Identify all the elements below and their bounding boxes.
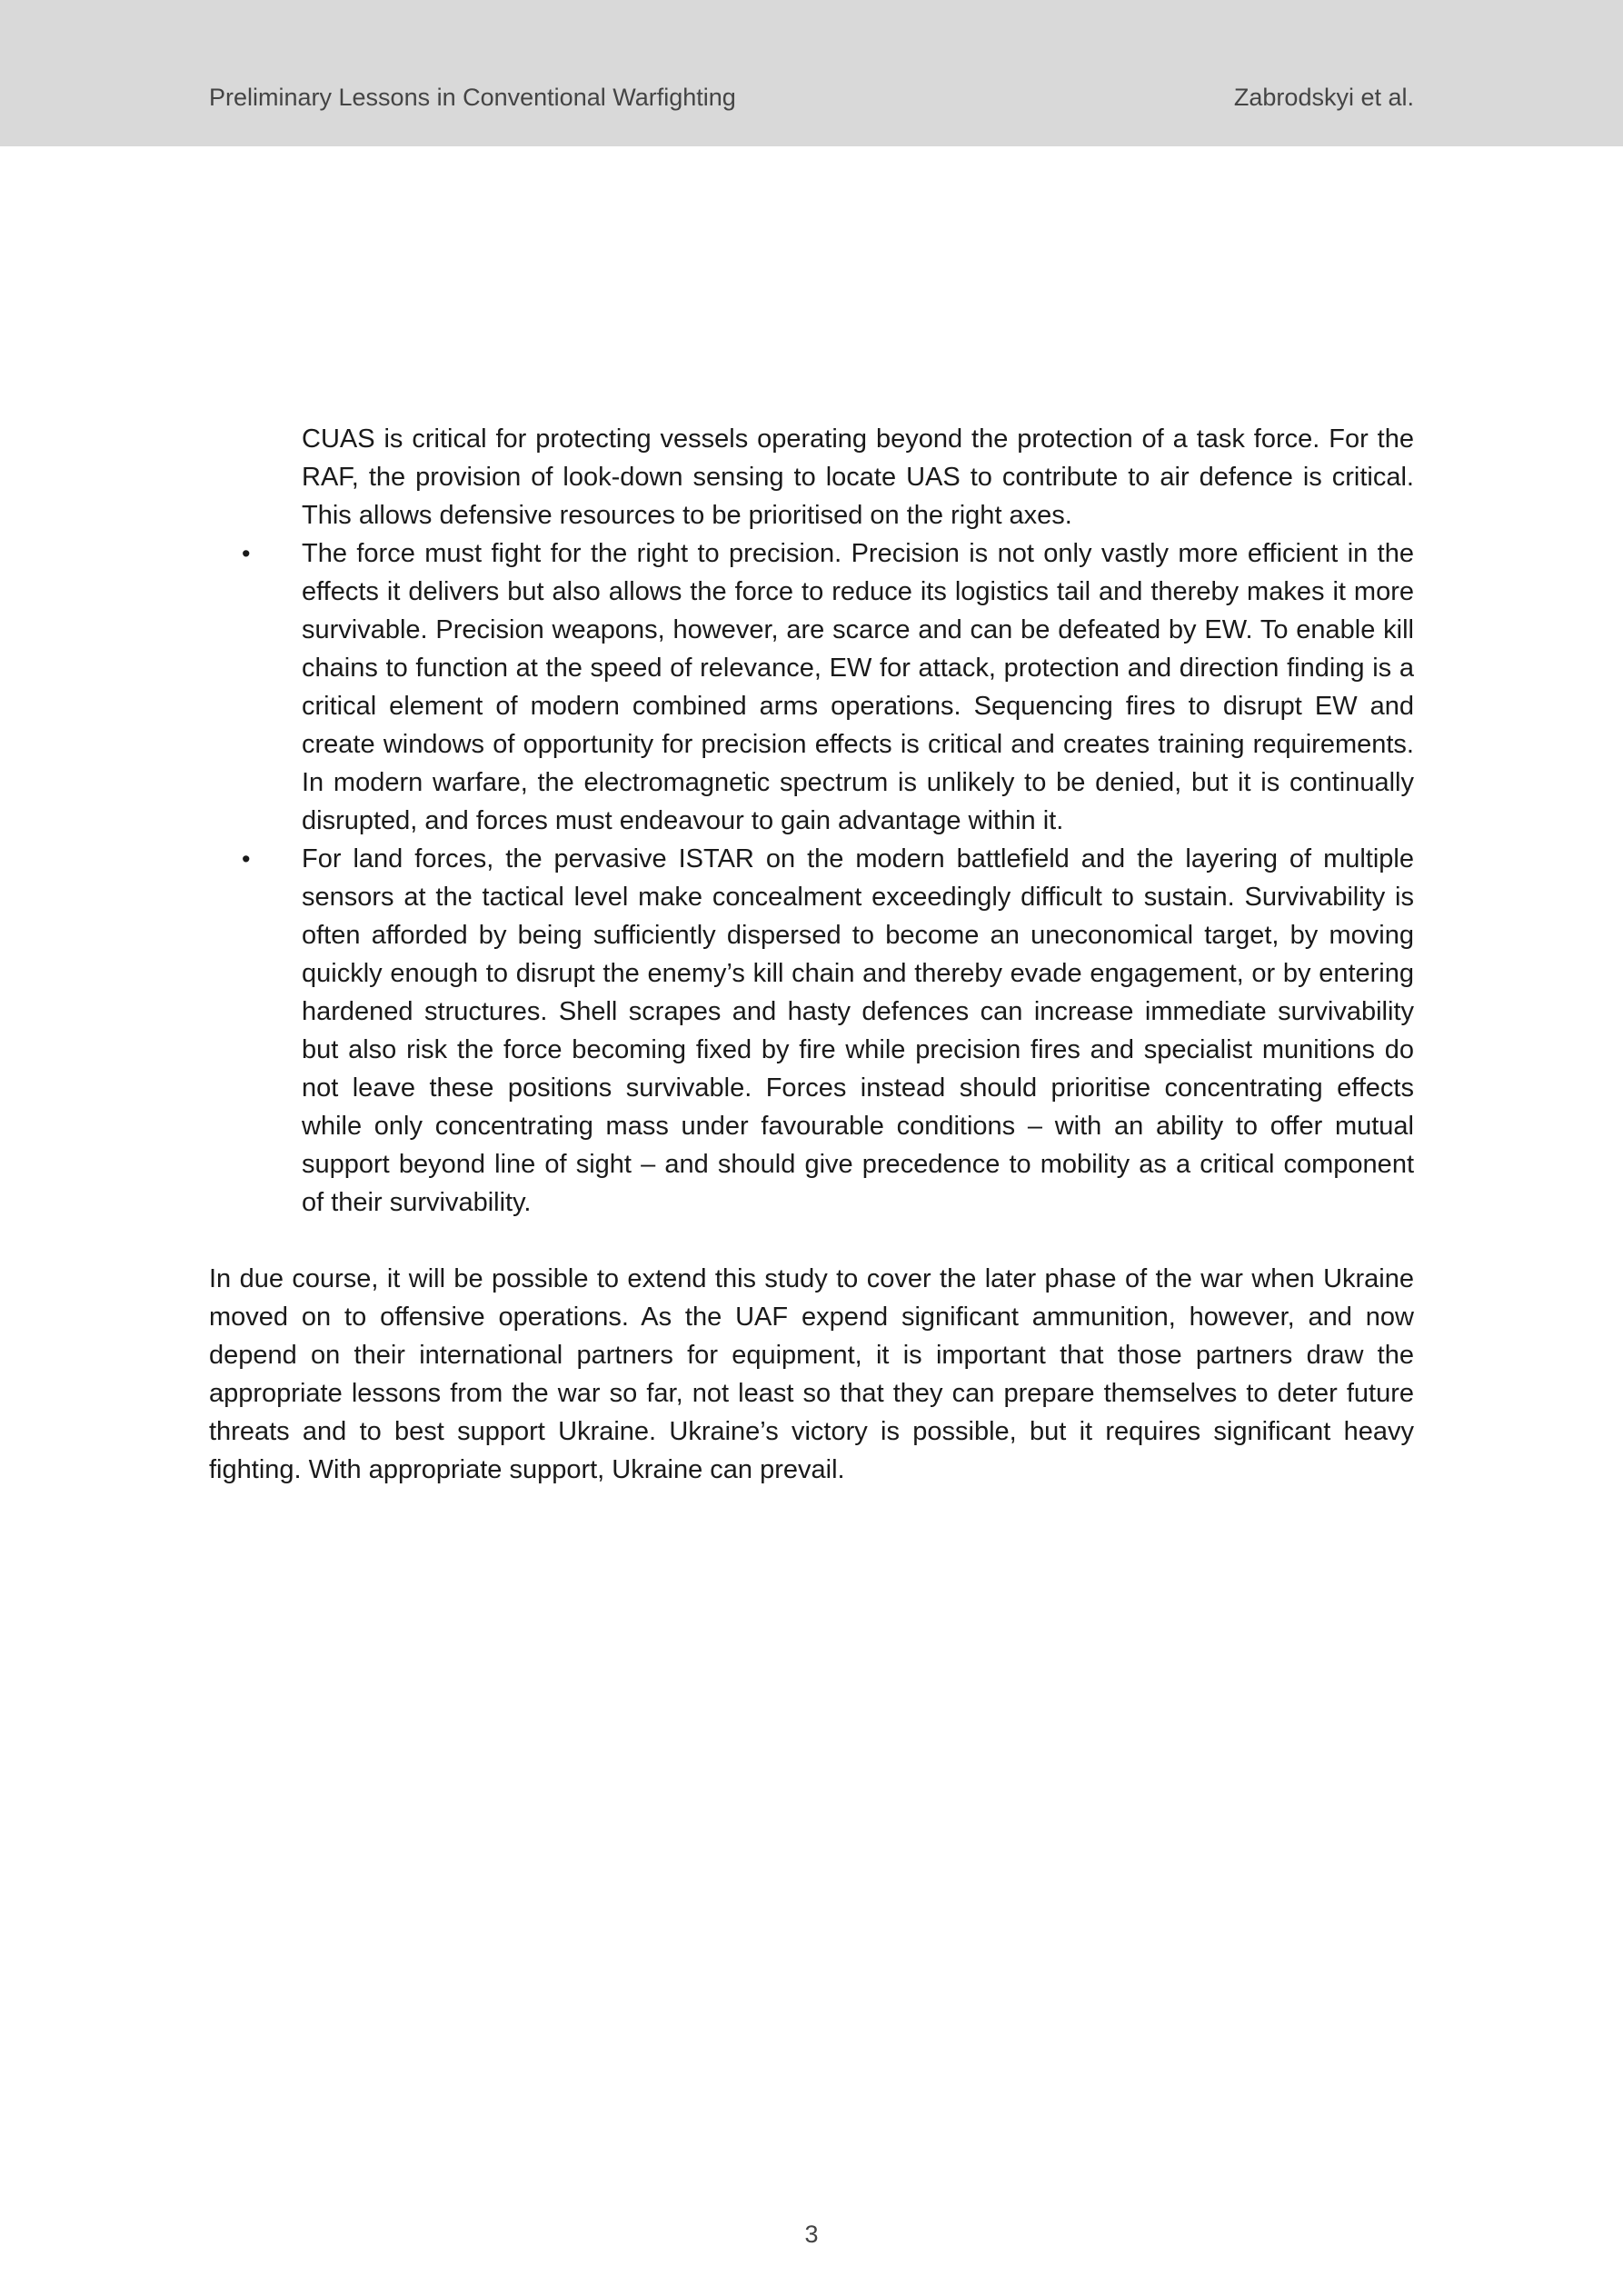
bullet-text: For land forces, the pervasive ISTAR on the modern battlefield and the layering of multiple sensors at the tactical level make concealment exceedingly difficult to sustain. Survivability is often afforded by being sufficiently dispersed to become an uneconomical target, by moving quickly enough to disrupt the enemy’s kill chain and thereby evade engagement, or by entering hardened structures. Shell scrapes and hasty defences can increase immediate survivability but also risk the force becoming fixed by fire while precision fires and specialist munitions do not leave these positions survivable. Forces instead should prioritise concentrating effects while only concentrating mass under favourable conditions – with an ability to offer mutual support beyond line of sight – and should give precedence to mobility as a critical component of their survivability. (302, 844, 1414, 1217)
page-number: 3 (804, 2221, 819, 2248)
bullet-icon: • (242, 845, 251, 873)
bullet-item-precision (209, 534, 1414, 840)
page-header (0, 0, 1623, 146)
bullet-list (209, 534, 1414, 1222)
continued-paragraph: CUAS is critical for protecting vessels operating beyond the protection of a task force. For the RAF, the provision of look-down sensing to locate UAS to contribute to air defence is critical. This allows defensive resources to be prioritised on the right axes. (302, 424, 1414, 530)
bullet-text: The force must fight for the right to precision. Precision is not only vastly more efficient in the effects it delivers but also allows the force to reduce its logistics tail and thereby makes it more survivable. Precision weapons, however, are scarce and can be defeated by EW. To enable kill chains to function at the speed of relevance, EW for attack, protection and direction finding is a critical element of modern combined arms operations. Sequencing fires to disrupt EW and create windows of opportunity for precision effects is critical and creates training requirements. In modern warfare, the electromagnetic spectrum is unlikely to be denied, but it is continually disrupted, and forces must endeavour to gain advantage within it. (302, 539, 1414, 835)
closing-paragraph: In due course, it will be possible to extend this study to cover the later phase of the war when Ukraine moved on to offensive operations. As the UAF expend significant ammunition, however, and now depend on their international partners for equipment, it is important that those partners draw the appropriate lessons from the war so far, not least so that they can prepare themselves to deter future threats and to best support Ukraine. Ukraine’s victory is possible, but it requires significant heavy fighting. With appropriate support, Ukraine can prevail. (209, 1264, 1414, 1484)
bullet-icon: • (242, 540, 251, 567)
running-authors: Zabrodskyi et al. (1233, 84, 1414, 111)
running-title: Preliminary Lessons in Conventional Warfighting (209, 84, 736, 111)
bullet-item-land-forces (209, 840, 1414, 1222)
page-body (209, 420, 1414, 1489)
